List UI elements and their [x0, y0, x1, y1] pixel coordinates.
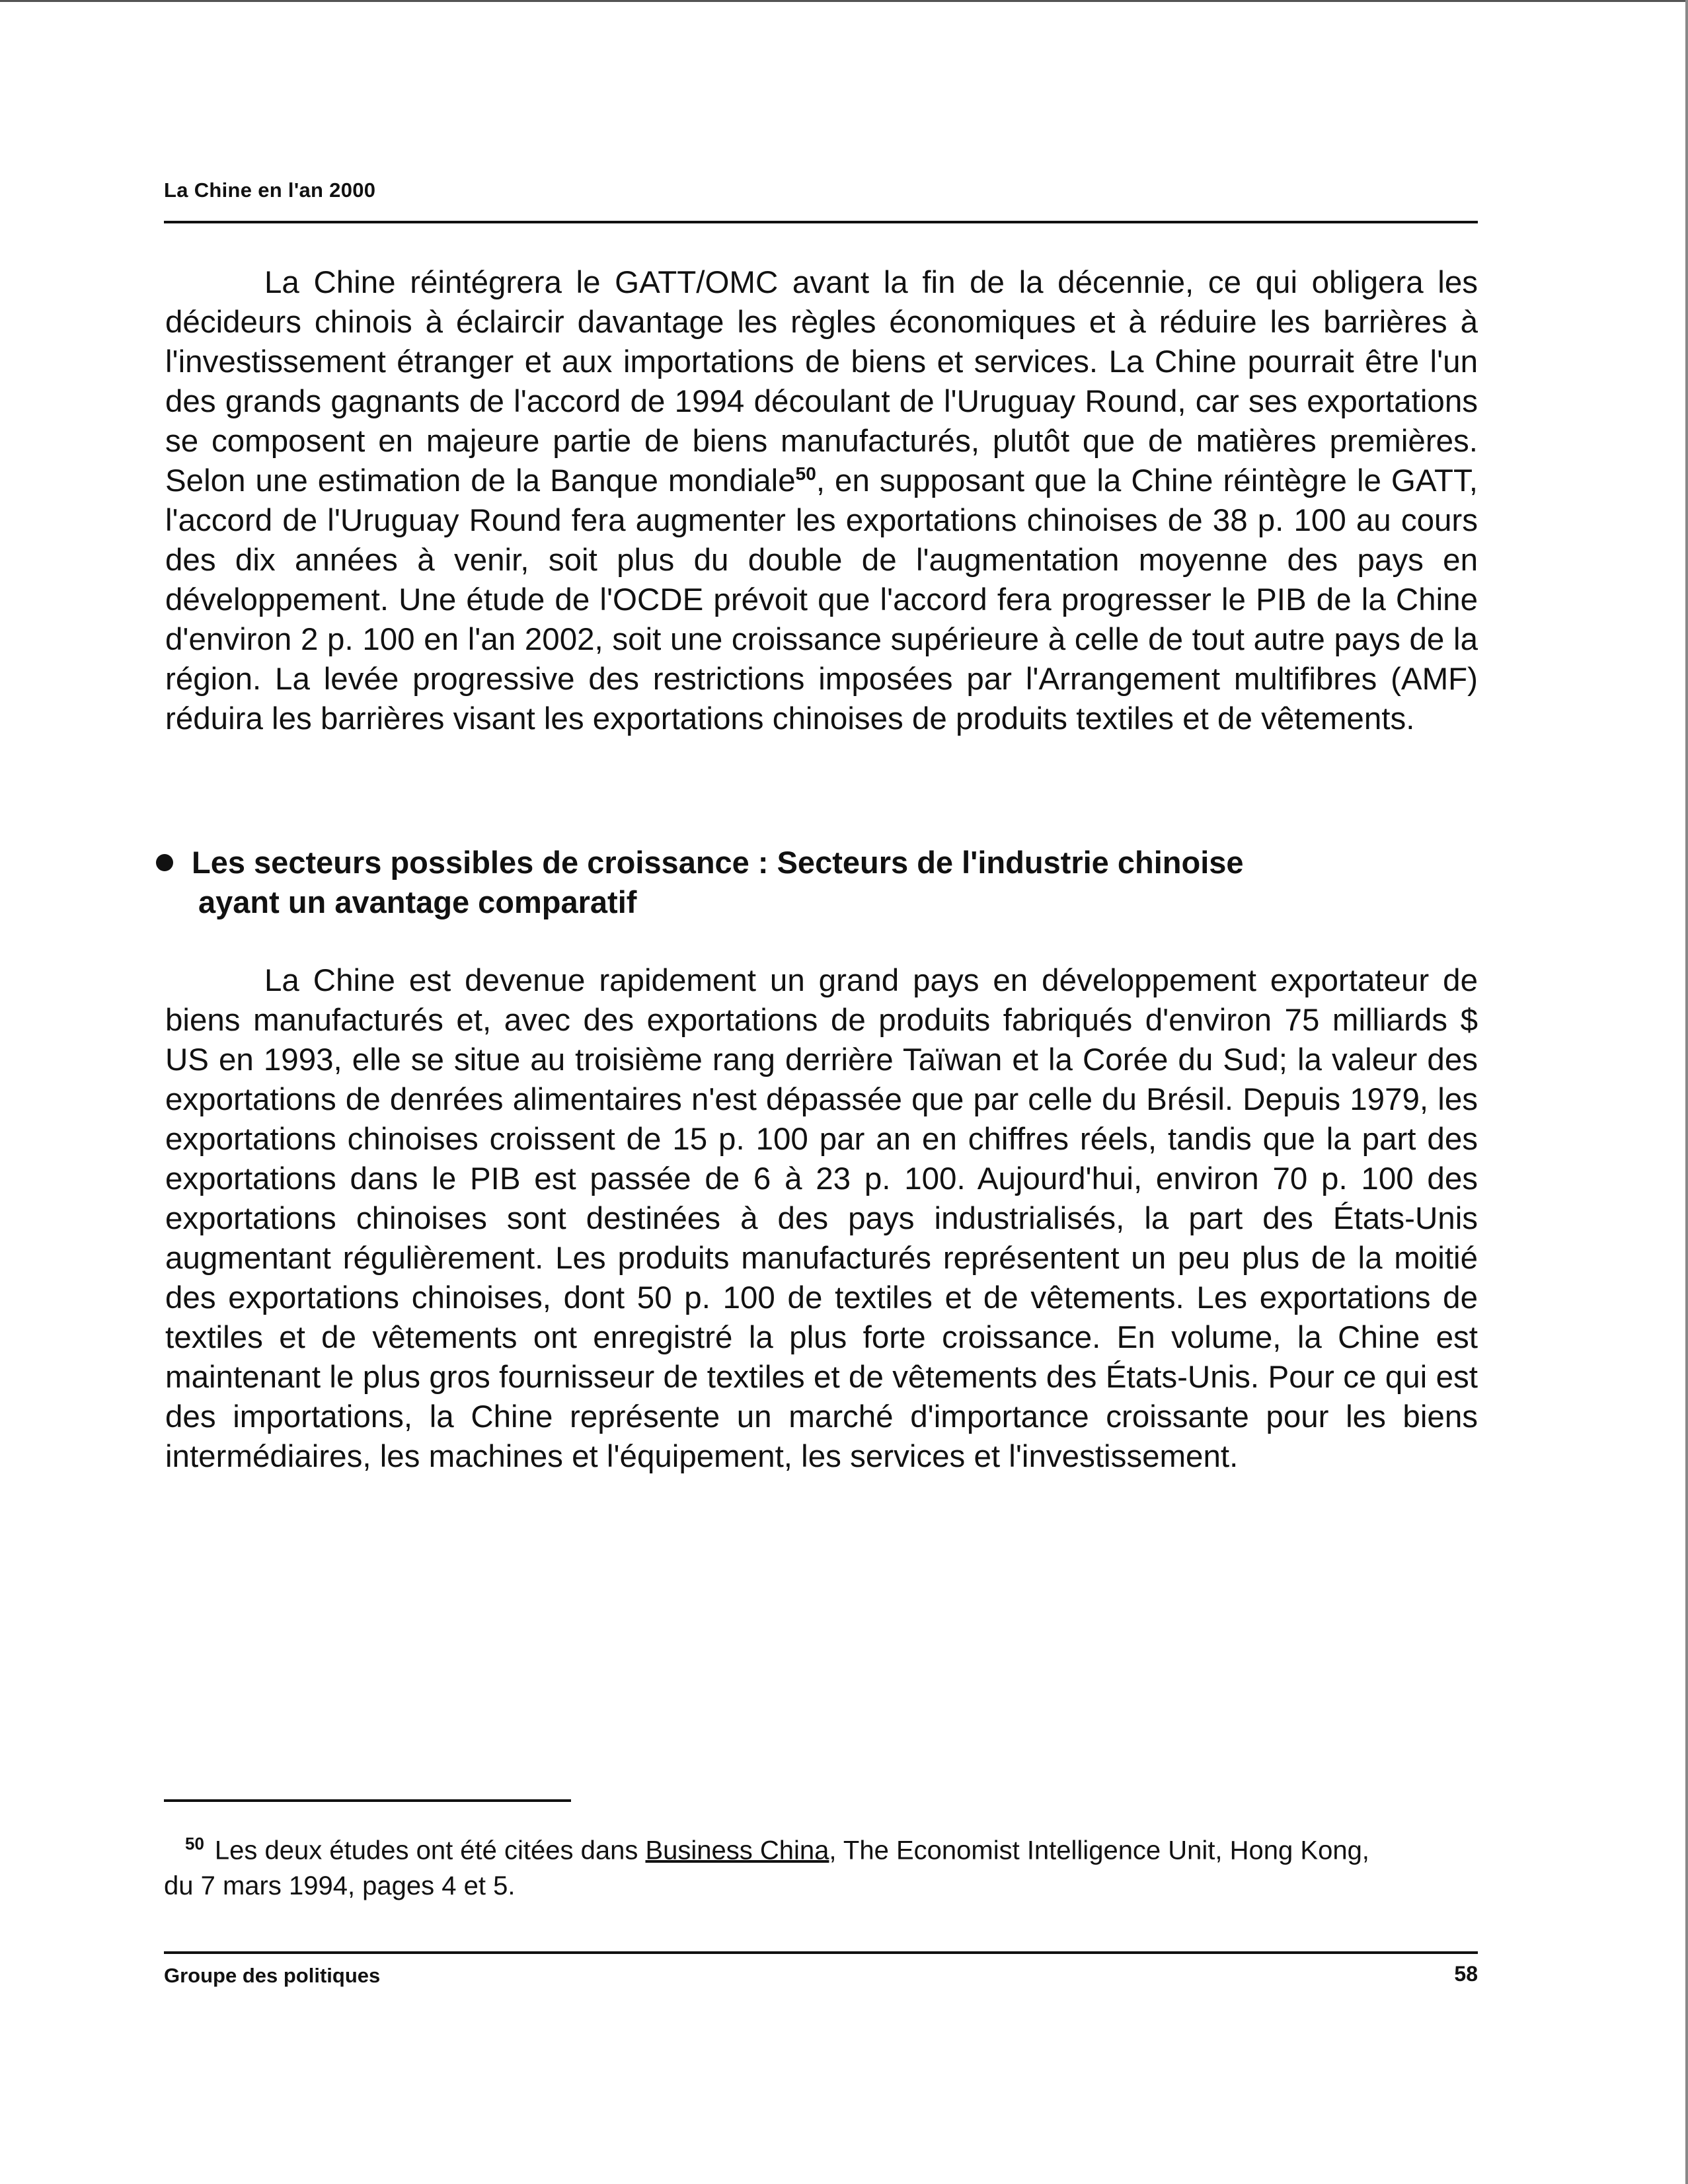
footnote-ref[interactable]: 50: [795, 463, 816, 485]
paragraph-2-text: La Chine est devenue rapidement un grand pays en développement exportateur de biens manufacturés et, avec des exportations de produits fabriqués d'environ 75 milliards $ US en 1993, elle se situe au troisième rang derrière Taïwan et la Corée du Sud; la valeur des exportations de denrées alimentaires n'est dépassée que par celle du Brésil. Depuis 1979, les exportations chinoises croissent de 15 p. 100 par an en chiffres réels, tandis que la part des exportations dans le PIB est passée de 6 à 23 p. 100. Aujourd'hui, environ 70 p. 100 des exportations chinoises sont destinées à des pays industrialisés, la part des États-Unis augmentant régulièrement. Les produits manufacturés représentent un peu plus de la moitié des exportations chinoises, dont 50 p. 100 de textiles et de vêtements. Les exportations de textiles et de vêtements ont enregistré la plus forte croissance. En volume, la Chine est maintenant le plus gros fournisseur de textiles et de vêtements des États-Unis. Pour ce qui est des importations, la Chine représente un marché d'importance croissante pour les biens intermédiaires, les machines et l'équipement, les services et l'investissement.: [165, 963, 1478, 1474]
section-heading-line2: ayant un avantage comparatif: [198, 884, 637, 919]
footnote-line2: du 7 mars 1994, pages 4 et 5.: [164, 1871, 516, 1901]
paragraph-2: [165, 961, 1478, 1477]
scan-edge-right: [1685, 0, 1688, 2184]
footer-org: Groupe des politiques: [164, 1964, 381, 1987]
scan-edge-top: [0, 0, 1688, 6]
bullet-icon: [156, 854, 173, 871]
footnote: [164, 1826, 1480, 1904]
footnote-rule: [164, 1799, 571, 1802]
footnote-text-a: Les deux études ont été citées dans: [214, 1836, 646, 1865]
section-heading: [156, 843, 1372, 922]
page-number: 58: [1454, 1962, 1478, 1986]
running-header: La Chine en l'an 2000: [164, 178, 376, 202]
paragraph-1: [165, 263, 1478, 739]
header-rule: [164, 221, 1478, 223]
footnote-source-title: Business China: [645, 1836, 829, 1865]
paragraph-1-text-a: La Chine réintégrera le GATT/OMC avant la fin de la décennie, ce qui obligera les décideurs chinois à éclaircir davantage les règles économiques et à réduire les barrières à l'investissement étranger et aux importations de biens et services. La Chine pourrait être l'un des grands gagnants de l'accord de 1994 découlant de l'Uruguay Round, car ses exportations se composent en majeure partie de biens manufacturés, plutôt que de matières premières. Selon une estimation de la Banque mondiale: [165, 265, 1478, 498]
paragraph-1-text-b: , en supposant que la Chine réintègre le GATT, l'accord de l'Uruguay Round fera augmenter les exportations chinoises de 38 p. 100 au cours des dix années à venir, soit plus du double de l'augmentation moyenne des pays en développement. Une étude de l'OCDE prévoit que l'accord fera progresser le PIB de la Chine d'environ 2 p. 100 en l'an 2002, soit une croissance supérieure à celle de tout autre pays de la région. La levée progressive des restrictions imposées par l'Arrangement multifibres (AMF) réduira les barrières visant les exportations chinoises de produits textiles et de vêtements.: [165, 463, 1478, 736]
section-heading-line1: Les secteurs possibles de croissance : Secteurs de l'industrie chinoise: [192, 845, 1244, 880]
footnote-number: 50: [185, 1834, 204, 1853]
footer-rule: [164, 1951, 1478, 1954]
footnote-text-b: , The Economist Intelligence Unit, Hong Kong,: [829, 1836, 1369, 1865]
